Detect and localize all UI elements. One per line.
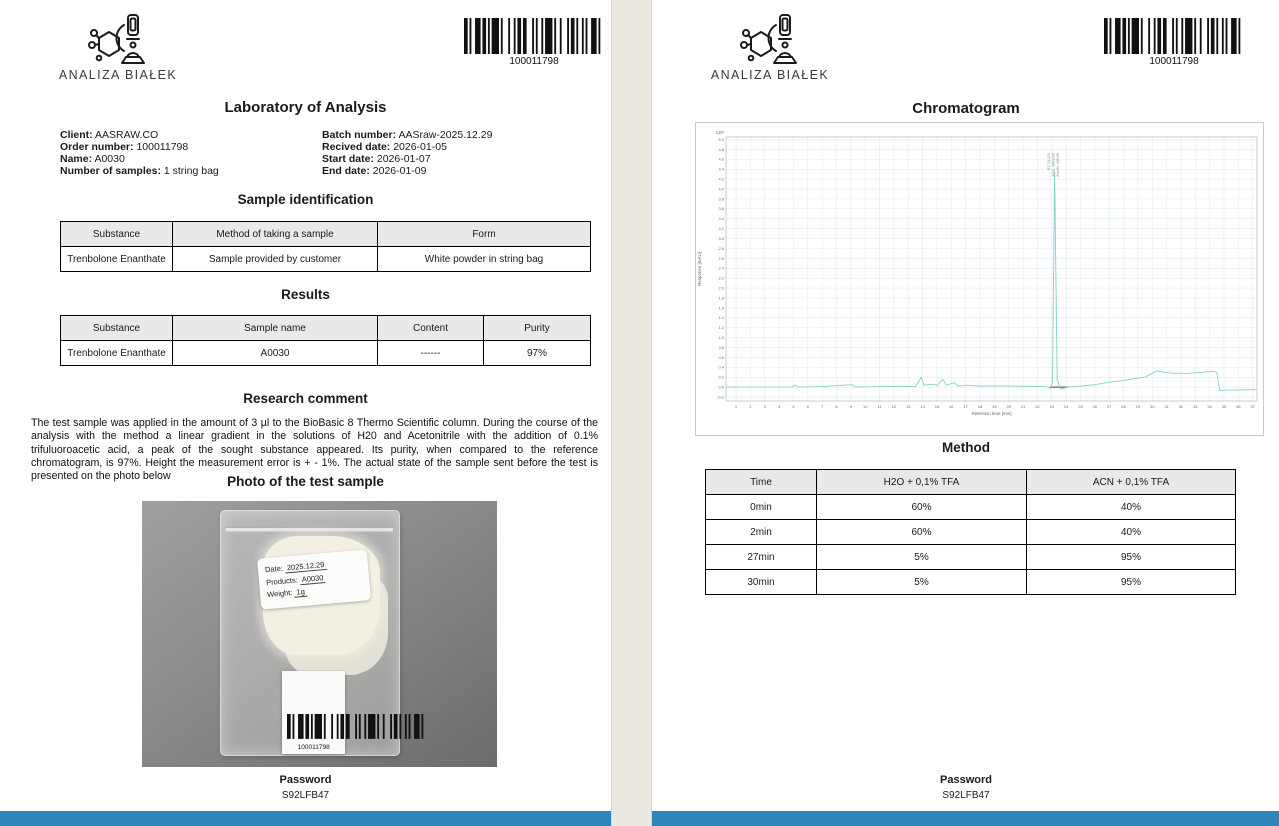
svg-text:25: 25 — [1078, 404, 1083, 409]
table-header-row — [61, 316, 591, 341]
info-line: Order number: 100011798 — [60, 141, 189, 153]
svg-text:3.0: 3.0 — [718, 235, 724, 241]
brand-logo — [710, 12, 830, 82]
svg-text:x10²: x10² — [715, 130, 724, 135]
table-cell: White powder in string bag — [378, 247, 591, 272]
svg-text:15: 15 — [934, 404, 940, 409]
photo-barcode-number: 100011798 — [297, 743, 330, 751]
section-heading-method: Method — [942, 440, 990, 455]
svg-text:RT: 23.224: RT: 23.224 — [1047, 153, 1052, 171]
sample-photo — [142, 501, 497, 767]
svg-text:2.6: 2.6 — [718, 255, 724, 261]
info-line: End date: 2026-01-09 — [322, 165, 427, 177]
brand-logo — [58, 12, 178, 82]
svg-text:1.8: 1.8 — [718, 295, 724, 301]
svg-text:3.4: 3.4 — [718, 216, 724, 222]
table-header: Time — [706, 470, 817, 495]
svg-text:29: 29 — [1135, 404, 1141, 409]
page-title: Chromatogram — [912, 100, 1020, 117]
table-cell: Trenbolone Enanthate — [61, 247, 173, 272]
svg-text:7: 7 — [821, 404, 824, 409]
table-header: Content — [378, 316, 484, 341]
barcode-image — [1104, 18, 1244, 54]
svg-text:Response [mAU]: Response [mAU] — [697, 251, 702, 287]
table-header-row — [61, 222, 591, 247]
info-line: Recived date: 2026-01-05 — [322, 141, 447, 153]
svg-text:36: 36 — [1236, 404, 1241, 409]
svg-text:16: 16 — [949, 404, 954, 409]
svg-text:1: 1 — [734, 404, 738, 409]
bag-zip-seal — [226, 527, 393, 532]
label-line-products: Products: A0030 — [266, 569, 363, 590]
label-line-date: Date: 2025.12.29 — [265, 556, 362, 577]
svg-text:31: 31 — [1164, 404, 1169, 409]
table-header: Form — [378, 222, 591, 247]
barcode-image — [464, 18, 604, 54]
table-cell: 60% — [817, 520, 1027, 545]
svg-text:34: 34 — [1207, 404, 1212, 409]
svg-text:1.4: 1.4 — [718, 315, 724, 321]
footer-accent-bar — [0, 811, 611, 826]
table-cell: Trenbolone Enanthate — [61, 341, 173, 366]
table-row — [61, 341, 591, 366]
info-line: Name: A0030 — [60, 153, 125, 165]
table-row — [61, 247, 591, 272]
table-cell: ------ — [378, 341, 484, 366]
footer-accent-bar — [652, 811, 1279, 826]
sample-label — [257, 549, 371, 609]
table-header: Sample name — [173, 316, 378, 341]
svg-text:10: 10 — [862, 404, 868, 409]
svg-text:Area%: 100.00: Area%: 100.00 — [1056, 153, 1061, 177]
table-cell: 5% — [817, 545, 1027, 570]
password-label: Password — [279, 774, 332, 786]
section-heading-research-comment: Research comment — [243, 391, 368, 406]
svg-text:0.2: 0.2 — [718, 374, 724, 380]
svg-text:35: 35 — [1221, 404, 1227, 409]
barcode-number: 100011798 — [1149, 56, 1199, 67]
svg-text:4.0: 4.0 — [718, 186, 724, 192]
brand-name: ANALIZA BIAŁEK — [58, 68, 178, 82]
svg-text:1.0: 1.0 — [718, 335, 724, 341]
svg-text:28: 28 — [1121, 404, 1126, 409]
svg-text:26: 26 — [1092, 404, 1098, 409]
table-header: ACN + 0,1% TFA — [1027, 470, 1236, 495]
svg-text:13: 13 — [906, 404, 911, 409]
svg-text:33: 33 — [1193, 404, 1198, 409]
svg-text:37: 37 — [1250, 404, 1255, 409]
svg-text:0.8: 0.8 — [718, 344, 724, 350]
table-header: Method of taking a sample — [173, 222, 378, 247]
page-left — [0, 0, 612, 826]
svg-text:6: 6 — [806, 404, 809, 409]
password-value: S92LFB47 — [281, 790, 330, 801]
client-info-right — [322, 129, 592, 177]
barcode-block — [464, 18, 604, 67]
svg-text:11: 11 — [877, 404, 882, 409]
photo-barcode-image — [287, 714, 427, 739]
table-cell: A0030 — [173, 341, 378, 366]
svg-text:3.2: 3.2 — [718, 226, 724, 232]
page-right — [651, 0, 1279, 826]
chromatogram-plot — [696, 123, 1263, 435]
svg-text:3: 3 — [763, 404, 766, 409]
table-row — [706, 545, 1236, 570]
svg-text:4: 4 — [777, 404, 781, 409]
svg-text:Area: 4961439: Area: 4961439 — [1051, 153, 1056, 177]
svg-text:2: 2 — [749, 404, 752, 409]
svg-text:22: 22 — [1035, 404, 1040, 409]
table-row — [706, 570, 1236, 595]
svg-text:20: 20 — [1006, 404, 1011, 409]
method-table — [705, 469, 1236, 595]
svg-text:4.4: 4.4 — [718, 166, 724, 172]
info-line: Batch number: AASraw-2025.12.29 — [322, 129, 493, 141]
page-title: Laboratory of Analysis — [224, 99, 387, 116]
client-info-left — [60, 129, 312, 177]
section-heading-results: Results — [281, 287, 330, 302]
svg-text:-0.2: -0.2 — [717, 394, 724, 400]
info-line: Number of samples: 1 string bag — [60, 165, 219, 177]
table-cell: 0min — [706, 495, 817, 520]
svg-text:0.4: 0.4 — [718, 364, 724, 370]
barcode-number: 100011798 — [509, 56, 559, 67]
photo-barcode-label — [282, 671, 345, 754]
password-block — [0, 774, 611, 801]
svg-text:1.6: 1.6 — [718, 305, 724, 311]
table-cell: 30min — [706, 570, 817, 595]
section-heading-sample-identification: Sample identification — [237, 192, 374, 207]
table-header: H2O + 0,1% TFA — [817, 470, 1027, 495]
svg-text:17: 17 — [963, 404, 968, 409]
svg-text:32: 32 — [1178, 404, 1184, 409]
password-block — [652, 774, 1279, 801]
table-cell: 97% — [484, 341, 591, 366]
table-header: Purity — [484, 316, 591, 341]
svg-text:8: 8 — [835, 404, 838, 409]
results-table — [60, 315, 591, 366]
table-cell: 95% — [1027, 545, 1236, 570]
table-cell: 5% — [817, 570, 1027, 595]
table-header: Substance — [61, 222, 173, 247]
label-line-weight: Weight: 1g — [267, 581, 364, 602]
table-row — [706, 495, 1236, 520]
svg-text:18: 18 — [977, 404, 983, 409]
table-cell: 95% — [1027, 570, 1236, 595]
table-cell: 2min — [706, 520, 817, 545]
table-header: Substance — [61, 316, 173, 341]
svg-text:19: 19 — [992, 404, 997, 409]
svg-text:5.0: 5.0 — [718, 136, 724, 142]
svg-text:2.0: 2.0 — [718, 285, 724, 291]
molecule-microscope-icon — [86, 12, 150, 66]
svg-text:2.8: 2.8 — [718, 245, 724, 251]
table-header-row — [706, 470, 1236, 495]
table-cell: Sample provided by customer — [173, 247, 378, 272]
svg-text:4.2: 4.2 — [718, 176, 724, 182]
info-line: Client: AASRAW.CO — [60, 129, 159, 141]
svg-text:27: 27 — [1106, 404, 1112, 409]
chromatogram-chart — [695, 122, 1264, 436]
molecule-microscope-icon — [738, 12, 802, 66]
table-cell: 40% — [1027, 495, 1236, 520]
svg-text:24: 24 — [1063, 404, 1069, 409]
table-row — [706, 520, 1236, 545]
password-label: Password — [940, 774, 992, 786]
password-value: S92LFB47 — [942, 790, 990, 801]
svg-text:12: 12 — [891, 404, 897, 409]
svg-text:4.8: 4.8 — [718, 146, 724, 152]
svg-text:30: 30 — [1150, 404, 1155, 409]
brand-name: ANALIZA BIAŁEK — [710, 68, 830, 82]
table-cell: 27min — [706, 545, 817, 570]
svg-text:9: 9 — [849, 404, 852, 409]
svg-text:3.8: 3.8 — [718, 196, 724, 202]
info-line: Start date: 2026-01-07 — [322, 153, 431, 165]
sample-identification-table — [60, 221, 591, 272]
svg-text:0.0: 0.0 — [718, 384, 724, 390]
svg-text:3.6: 3.6 — [718, 206, 724, 212]
svg-text:5: 5 — [792, 404, 795, 409]
table-cell: 40% — [1027, 520, 1236, 545]
svg-text:14: 14 — [920, 404, 925, 409]
svg-text:2.4: 2.4 — [718, 265, 724, 271]
svg-text:23: 23 — [1049, 404, 1055, 409]
svg-text:4.6: 4.6 — [718, 156, 724, 162]
research-comment-text: The test sample was applied in the amount of 3 µl to the BioBasic 8 Thermo Scientific column. During the course of the analysis with the method a linear gradient in the solutions of H20 and Acetonitrile with the addition of 0.1% trifuluoroacetic acid, a peak of the sought substance appeared. Its purity, when compared to the reference chromatogram, is 97%. Height the measurement error is + - 1%. The actual state of the sample sent before the test is presented on the photo below — [31, 417, 598, 483]
svg-text:2.2: 2.2 — [718, 275, 724, 281]
table-cell: 60% — [817, 495, 1027, 520]
svg-text:1.2: 1.2 — [718, 325, 724, 331]
barcode-block — [1104, 18, 1244, 67]
svg-text:Retention time [min]: Retention time [min] — [971, 411, 1012, 416]
section-heading-photo: Photo of the test sample — [227, 474, 384, 489]
svg-text:21: 21 — [1020, 404, 1026, 409]
svg-text:0.6: 0.6 — [718, 354, 724, 360]
